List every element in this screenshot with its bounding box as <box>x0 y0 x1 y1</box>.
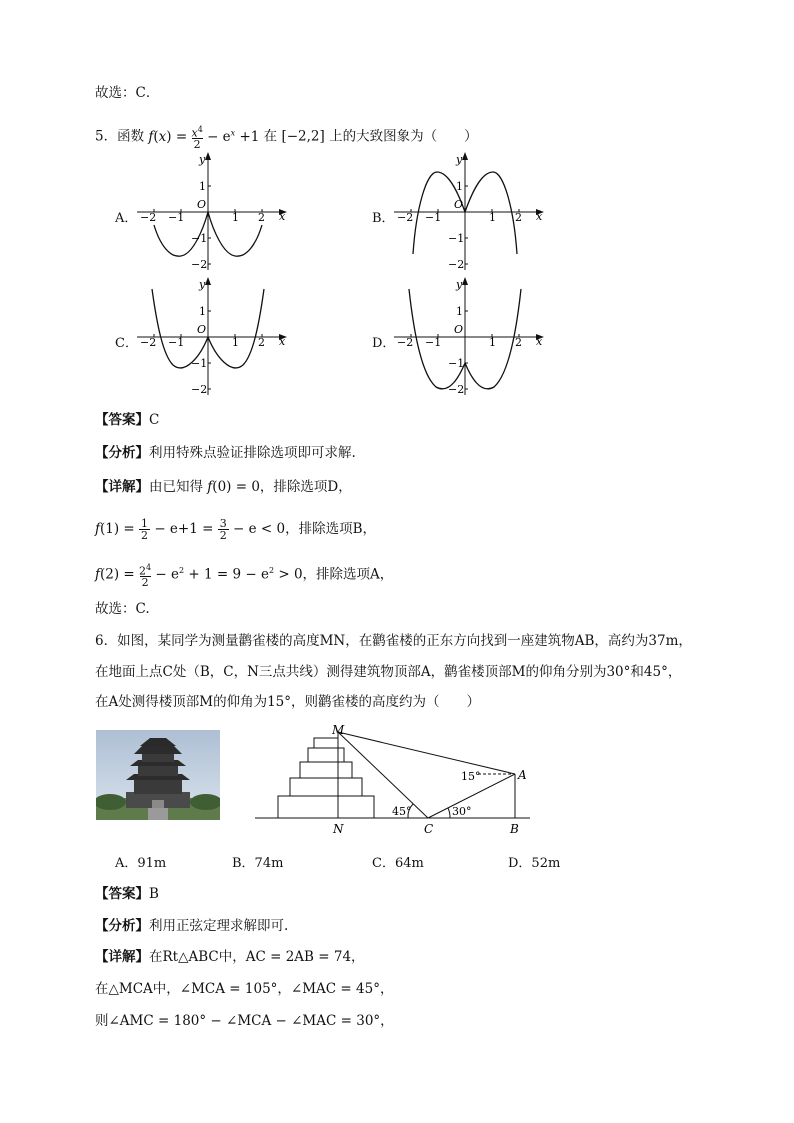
origin-label: O <box>197 198 207 211</box>
q5-function-formula: $f(x) = x^4$ $2 - e^x +1$ <box>148 124 264 152</box>
q5-analysis: 利用特殊点验证排除选项即可求解. <box>149 445 356 461</box>
q4-conclusion: 故选：C． <box>95 85 160 101</box>
tick-neg1: −1 <box>168 211 185 224</box>
tick-neg1: −1 <box>168 336 185 349</box>
point-m: M <box>332 723 345 737</box>
angle-30: 30° <box>452 805 472 818</box>
q6-detail-line-1: 【详解】在Rt△ABC中，AC = 2AB = 74， <box>95 949 365 965</box>
q5-interval: [−2,2] <box>281 128 325 145</box>
answer-tag: 【答案】 <box>95 886 149 902</box>
x-axis-label: x <box>536 335 543 348</box>
q5-option-a-label: A． <box>115 211 138 226</box>
y-axis-label: y <box>199 153 206 166</box>
y-axis-label: y <box>456 153 463 166</box>
q6-detail-line-2: 在△MCA中，∠MCA = 105°，∠MAC = 45°， <box>95 981 394 997</box>
angle-45: 45° <box>392 805 412 818</box>
q5-option-d-label: D． <box>372 336 396 351</box>
ytick-neg2: −2 <box>448 258 465 271</box>
tick-2: 2 <box>258 336 265 349</box>
q5-option-c-label: C． <box>115 336 138 351</box>
origin-label: O <box>197 323 207 336</box>
point-b: B <box>510 822 519 836</box>
q6-answer: B <box>149 886 159 902</box>
tower-photo <box>96 730 220 820</box>
origin-label: O <box>454 198 464 211</box>
q5-stem-end: 上的大致图象为（ ） <box>329 128 478 145</box>
ytick-neg1: −1 <box>191 232 208 245</box>
tick-1: 1 <box>489 211 496 224</box>
x-axis-label: x <box>279 335 286 348</box>
q6-option-c: C．64m <box>372 856 424 871</box>
q5-graph-d <box>392 275 552 400</box>
q6-analysis: 利用正弦定理求解即可. <box>149 918 289 934</box>
q6-analysis-line <box>95 917 288 935</box>
tick-1: 1 <box>232 336 239 349</box>
q5-option-b-label: B． <box>372 211 395 226</box>
q5-detail-line-3: $f(2) = 2^4$ $2 - e^2 + 1 = 9 - e^2 > 0$，排除选项A， <box>95 562 394 590</box>
ytick-1: 1 <box>456 180 463 193</box>
q5-analysis-line <box>95 444 356 462</box>
ytick-neg2: −2 <box>191 258 208 271</box>
point-c: C <box>424 822 434 836</box>
analysis-tag: 【分析】 <box>95 445 149 461</box>
tick-neg2: −2 <box>140 211 157 224</box>
ytick-neg2: −2 <box>448 383 465 396</box>
q5-answer: C <box>149 412 160 428</box>
ytick-1: 1 <box>456 305 463 318</box>
ytick-neg1: −1 <box>448 357 465 370</box>
x-axis-label: x <box>536 210 543 223</box>
analysis-tag: 【分析】 <box>95 918 149 934</box>
point-n: N <box>333 822 344 836</box>
ytick-neg2: −2 <box>191 383 208 396</box>
tick-2: 2 <box>515 211 522 224</box>
q6-option-a: A．91m <box>115 856 167 871</box>
q6-answer-line <box>95 885 159 903</box>
tick-1: 1 <box>489 336 496 349</box>
tick-neg2: −2 <box>397 211 414 224</box>
tick-neg1: −1 <box>425 211 442 224</box>
tick-1: 1 <box>232 211 239 224</box>
q6-detail-1-post: ABC中，AC = 2AB = 74， <box>188 949 365 965</box>
y-axis-label: y <box>456 278 463 291</box>
q5-graph-a <box>135 150 295 275</box>
q5-detail-line-2: f(1) = 1 2 − e+1 = 3 2 − e < 0，排除选项B， <box>95 517 377 542</box>
q5-detail-line-1: 【详解】由已知得 f(0) = 0，排除选项D， <box>95 479 352 495</box>
q5-graph-c <box>135 275 295 400</box>
answer-tag: 【答案】 <box>95 412 149 428</box>
q5-graph-b <box>392 150 552 275</box>
q6-stem-line-2: 在地面上点C处（B，C，N三点共线）测得建筑物顶部A，鹳雀楼顶部M的仰角分别为30°和45°， <box>95 664 682 680</box>
tick-neg2: −2 <box>140 336 157 349</box>
q6-stem-line-3: 在A处测得楼顶部M的仰角为15°，则鹳雀楼的高度约为（ ） <box>95 694 480 710</box>
tick-neg2: −2 <box>397 336 414 349</box>
q5-conclusion: 故选：C. <box>95 601 150 617</box>
q6-option-d: D．52m <box>508 856 561 871</box>
ytick-neg1: −1 <box>191 357 208 370</box>
tick-2: 2 <box>258 211 265 224</box>
q6-geometry-diagram <box>250 722 540 840</box>
origin-label: O <box>454 323 464 336</box>
q5-detail-1-post: ，排除选项D， <box>259 479 352 495</box>
angle-15: 15° <box>461 770 481 783</box>
q6-stem-line-1: 6．如图，某同学为测量鹳雀楼的高度MN，在鹳雀楼的正东方向找到一座建筑物AB，高约为37m， <box>95 633 692 649</box>
q6-detail-line-3: 则∠AMC = 180° − ∠MCA − ∠MAC = 30°， <box>95 1013 394 1029</box>
q5-stem <box>95 120 478 150</box>
q6-detail-1-pre: 在Rt <box>149 949 179 965</box>
ytick-1: 1 <box>199 180 206 193</box>
q5-detail-1-pre: 由已知得 <box>149 479 203 495</box>
q5-answer-line <box>95 411 159 429</box>
q5-stem-prefix: 5．函数 <box>95 128 145 145</box>
q5-stem-suffix: 在 <box>263 128 278 145</box>
tick-neg1: −1 <box>425 336 442 349</box>
x-axis-label: x <box>279 210 286 223</box>
ytick-neg1: −1 <box>448 232 465 245</box>
q5-detail-2-post: ，排除选项B， <box>285 521 377 537</box>
ytick-1: 1 <box>199 305 206 318</box>
tick-2: 2 <box>515 336 522 349</box>
detail-tag: 【详解】 <box>95 479 149 495</box>
point-a: A <box>518 768 527 782</box>
detail-tag: 【详解】 <box>95 949 149 965</box>
q6-option-b: B．74m <box>232 856 284 871</box>
q5-detail-3-post: ，排除选项A， <box>302 566 394 583</box>
y-axis-label: y <box>199 278 206 291</box>
